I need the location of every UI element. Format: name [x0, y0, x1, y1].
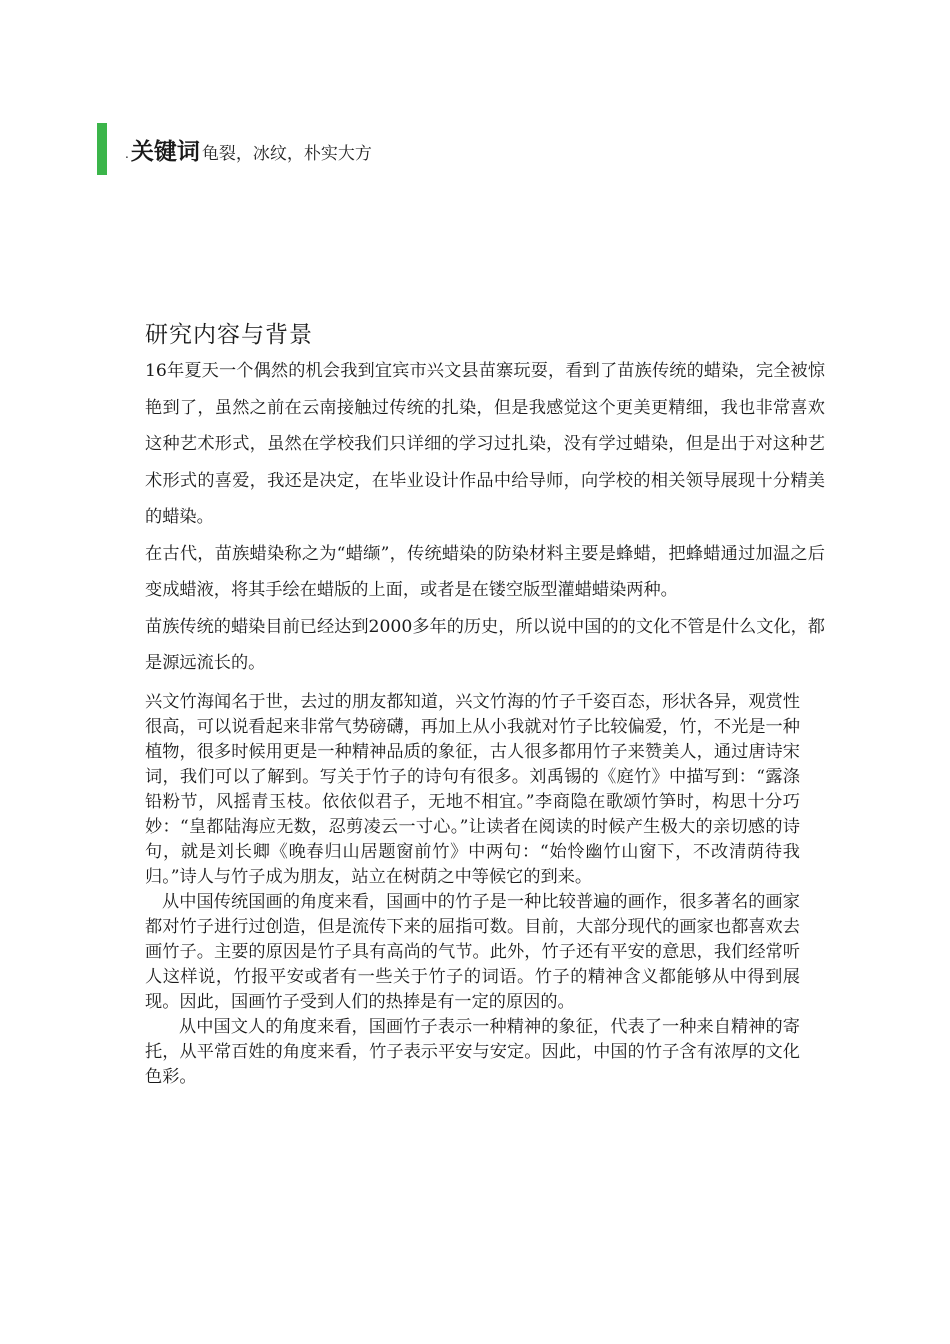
section-title: 研究内容与背景 [145, 322, 313, 348]
paragraph-bamboo-painting: 从中国传统国画的角度来看，国画中的竹子是一种比较普遍的画作，很多著名的画家都对竹子进行过创造，但是流传下来的屈指可数。目前，大部分现代的画家也都喜欢去画竹子。主要的原因是竹子具有高尚的气节。此外，竹子还有平安的意思，我们经常听人这样说，竹报平安或者有一些关于竹子的词语。竹子的精神含义都能够从中得到展现。因此，国画竹子受到人们的热捧是有一定的原因的。 [145, 891, 800, 1012]
keywords-block [97, 123, 372, 175]
bamboo-paragraphs [145, 690, 825, 1090]
keywords-label: 关键词 [130, 138, 200, 165]
keywords-marker: . [125, 147, 129, 161]
accent-bar [97, 123, 107, 175]
paragraph-batik-age: 苗族传统的蜡染目前已经达到2000多年的历史，所以说中国的的文化不管是什么文化，都是源远流长的。 [145, 616, 825, 673]
paragraph-bamboo-literati: 从中国文人的角度来看，国画竹子表示一种精神的象征，代表了一种来自精神的寄托，从平常百姓的角度来看，竹子表示平安与安定。因此，中国的竹子含有浓厚的文化色彩。 [145, 1016, 800, 1087]
keywords-values: 龟裂，冰纹，朴实大方 [201, 143, 372, 164]
paragraph-batik-intro: 16年夏天一个偶然的机会我到宜宾市兴文县苗寨玩耍，看到了苗族传统的蜡染，完全被惊艳到了，虽然之前在云南接触过传统的扎染，但是我感觉这个更美更精细，我也非常喜欢这种艺术形式，虽然在学校我们只详细的学习过扎染，没有学过蜡染，但是出于对这种艺术形式的喜爱，我还是决定，在毕业设计作品中给导师，向学校的相关领导展现十分精美的蜡染。 [145, 361, 825, 527]
paragraph-bamboo-sea: 兴文竹海闻名于世，去过的朋友都知道，兴文竹海的竹子千姿百态，形状各异，观赏性很高，可以说看起来非常气势磅礴，再加上从小我就对竹子比较偏爱，竹，不光是一种植物，很多时候用更是一种精神品质的象征，古人很多都用竹子来赞美人，通过唐诗宋词，我们可以了解到。写关于竹子的诗句有很多。刘禹锡的《庭竹》中描写到：“露涤铅粉节，风摇青玉枝。依依似君子，无地不相宜。”李商隐在歌颂竹笋时，构思十分巧妙：“皇都陆海应无数，忍剪凌云一寸心。”让读者在阅读的时候产生极大的亲切感的诗句，就是刘长卿《晚春归山居题窗前竹》中两句：“始怜幽竹山窗下，不改清荫待我归。”诗人与竹子成为朋友，站立在树荫之中等候它的到来。 [145, 691, 800, 887]
research-section [145, 316, 825, 1090]
paragraph-batik-history: 在古代，苗族蜡染称之为“蜡缬”，传统蜡染的防染材料主要是蜂蜡，把蜂蜡通过加温之后变成蜡液，将其手绘在蜡版的上面，或者是在镂空版型灌蜡蜡染两种。 [145, 543, 825, 600]
